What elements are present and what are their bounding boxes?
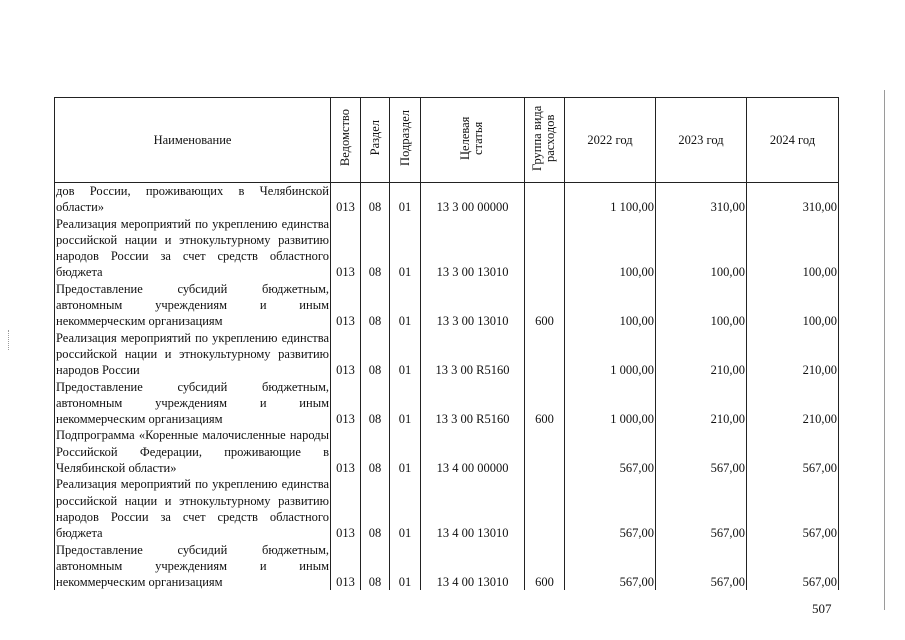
table-row <box>55 379 839 428</box>
row-name: Подпрограмма «Коренные малочисленные народы Российской Федерации, проживающие в Челябинской области» <box>56 428 329 476</box>
row-amount-2023: 210,00 <box>656 379 747 428</box>
row-amount-2022: 1 000,00 <box>565 330 656 379</box>
row-amount-2024: 210,00 <box>747 330 839 379</box>
table-row <box>55 427 839 476</box>
row-amount-2023: 567,00 <box>656 427 747 476</box>
row-amount-2023: 310,00 <box>656 183 747 216</box>
row-amount-2023: 100,00 <box>656 281 747 330</box>
row-podrazdel: 01 <box>390 427 421 476</box>
row-celevaya-statya: 13 4 00 00000 <box>421 427 525 476</box>
header-name: Наименование <box>55 98 331 183</box>
row-celevaya-statya: 13 3 00 13010 <box>421 216 525 281</box>
row-gruppa <box>525 183 565 216</box>
row-gruppa: 600 <box>525 281 565 330</box>
row-gruppa <box>525 216 565 281</box>
row-amount-2022: 567,00 <box>565 427 656 476</box>
row-vedomstvo: 013 <box>331 281 361 330</box>
table-row <box>55 476 839 541</box>
row-vedomstvo: 013 <box>331 476 361 541</box>
row-amount-2024: 210,00 <box>747 379 839 428</box>
row-amount-2024: 567,00 <box>747 542 839 591</box>
header-celevaya-statya: Целевая статья <box>421 98 525 183</box>
scan-edge-line <box>884 90 885 610</box>
table-row <box>55 542 839 591</box>
table-row <box>55 281 839 330</box>
row-podrazdel: 01 <box>390 216 421 281</box>
header-podrazdel: Подраздел <box>390 98 421 183</box>
row-celevaya-statya: 13 4 00 13010 <box>421 476 525 541</box>
row-name: Предоставление субсидий бюджетным, автономным учреждениям и иным некоммерческим организациям <box>56 281 329 329</box>
row-podrazdel: 01 <box>390 281 421 330</box>
row-gruppa: 600 <box>525 379 565 428</box>
row-amount-2022: 1 000,00 <box>565 379 656 428</box>
row-razdel: 08 <box>361 330 390 379</box>
row-podrazdel: 01 <box>390 330 421 379</box>
table-row <box>55 183 839 216</box>
row-podrazdel: 01 <box>390 542 421 591</box>
header-year-2023: 2023 год <box>656 98 747 183</box>
row-amount-2022: 100,00 <box>565 281 656 330</box>
row-gruppa <box>525 330 565 379</box>
scan-artifact <box>8 330 11 350</box>
row-vedomstvo: 013 <box>331 542 361 591</box>
row-vedomstvo: 013 <box>331 183 361 216</box>
row-gruppa <box>525 476 565 541</box>
table-row <box>55 330 839 379</box>
row-podrazdel: 01 <box>390 476 421 541</box>
row-name: Предоставление субсидий бюджетным, автономным учреждениям и иным некоммерческим организациям <box>56 542 329 590</box>
row-amount-2023: 567,00 <box>656 476 747 541</box>
row-razdel: 08 <box>361 216 390 281</box>
row-celevaya-statya: 13 4 00 13010 <box>421 542 525 591</box>
row-razdel: 08 <box>361 427 390 476</box>
row-celevaya-statya: 13 3 00 13010 <box>421 281 525 330</box>
table-header <box>55 98 839 183</box>
row-amount-2022: 1 100,00 <box>565 183 656 216</box>
row-gruppa <box>525 427 565 476</box>
row-amount-2024: 310,00 <box>747 183 839 216</box>
header-year-2022: 2022 год <box>565 98 656 183</box>
row-vedomstvo: 013 <box>331 379 361 428</box>
row-name: Предоставление субсидий бюджетным, автономным учреждениям и иным некоммерческим организациям <box>56 379 329 427</box>
row-vedomstvo: 013 <box>331 216 361 281</box>
header-vedomstvo: Ведомство <box>331 98 361 183</box>
row-amount-2024: 567,00 <box>747 427 839 476</box>
row-razdel: 08 <box>361 476 390 541</box>
row-amount-2024: 100,00 <box>747 281 839 330</box>
header-year-2024: 2024 год <box>747 98 839 183</box>
row-razdel: 08 <box>361 183 390 216</box>
header-gruppa-vida-rashodov: Группа вида расходов <box>525 98 565 183</box>
header-razdel: Раздел <box>361 98 390 183</box>
row-razdel: 08 <box>361 542 390 591</box>
row-amount-2023: 100,00 <box>656 216 747 281</box>
row-razdel: 08 <box>361 281 390 330</box>
budget-table <box>54 97 839 590</box>
row-amount-2022: 100,00 <box>565 216 656 281</box>
row-amount-2024: 100,00 <box>747 216 839 281</box>
row-amount-2022: 567,00 <box>565 542 656 591</box>
row-gruppa: 600 <box>525 542 565 591</box>
row-name: Реализация мероприятий по укреплению единства российской нации и этнокультурному развитию народов России за счет средств областного бюджета <box>56 477 329 541</box>
row-vedomstvo: 013 <box>331 330 361 379</box>
row-name: Реализация мероприятий по укреплению единства российской нации и этнокультурному развитию народов России <box>56 330 329 378</box>
row-amount-2022: 567,00 <box>565 476 656 541</box>
row-razdel: 08 <box>361 379 390 428</box>
row-celevaya-statya: 13 3 00 R5160 <box>421 379 525 428</box>
row-vedomstvo: 013 <box>331 427 361 476</box>
row-celevaya-statya: 13 3 00 R5160 <box>421 330 525 379</box>
table-row <box>55 216 839 281</box>
row-podrazdel: 01 <box>390 379 421 428</box>
row-name: дов России, проживающих в Челябинской области» <box>56 184 329 215</box>
table-body <box>55 183 839 591</box>
row-amount-2024: 567,00 <box>747 476 839 541</box>
row-amount-2023: 210,00 <box>656 330 747 379</box>
row-name: Реализация мероприятий по укреплению единства российской нации и этнокультурному развитию народов России за счет средств областного бюджета <box>56 216 329 280</box>
row-celevaya-statya: 13 3 00 00000 <box>421 183 525 216</box>
row-podrazdel: 01 <box>390 183 421 216</box>
row-amount-2023: 567,00 <box>656 542 747 591</box>
page-number: 507 <box>812 601 832 616</box>
